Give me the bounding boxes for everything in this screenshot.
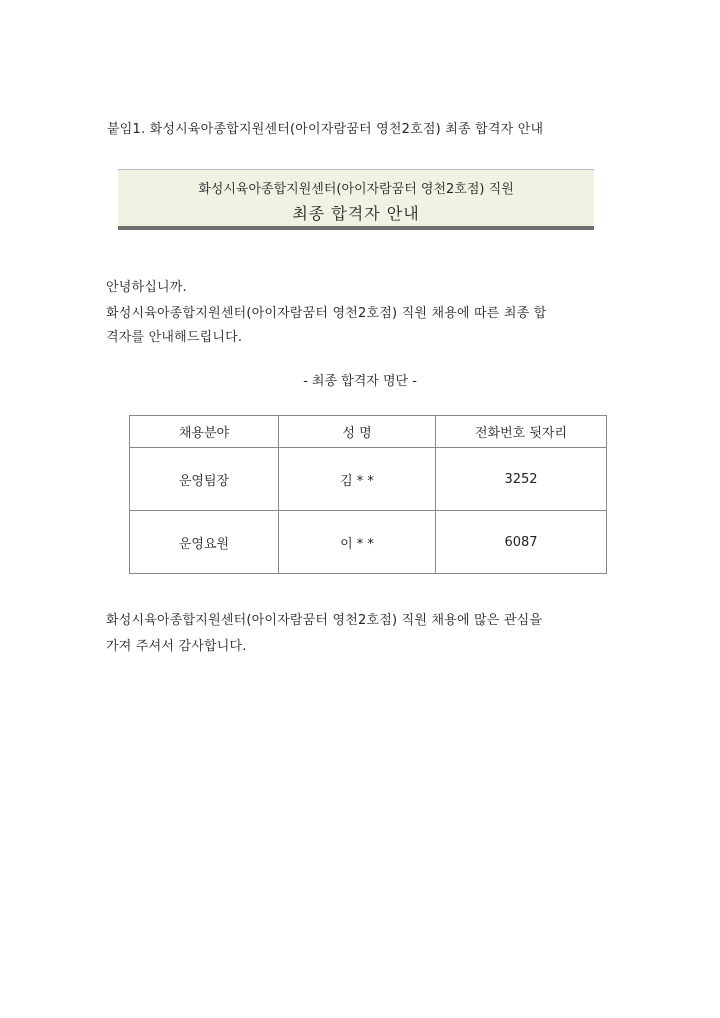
- intro-line-1: 화성시육아종합지원센터(아이자람꿈터 영천2호점) 직원 채용에 따른 최종 합: [106, 306, 547, 321]
- table-header-row: [130, 416, 607, 448]
- list-title: - 최종 합격자 명단 -: [303, 374, 417, 389]
- header-phone-suffix: 전화번호 뒷자리: [436, 416, 607, 448]
- table-row: [130, 448, 607, 511]
- row-phone-suffix: 3252: [436, 448, 607, 511]
- title-box-title: 최종 합격자 안내: [292, 204, 420, 223]
- title-box: [118, 169, 594, 230]
- intro-line-2: 격자를 안내해드립니다.: [106, 330, 243, 345]
- header-name: 성 명: [279, 416, 436, 448]
- title-box-subtitle: 화성시육아종합지원센터(아이자람꿈터 영천2호점) 직원: [198, 182, 514, 197]
- row-name: 김 * *: [279, 448, 436, 511]
- header-field: 채용분야: [130, 416, 279, 448]
- row-phone-suffix: 6087: [436, 511, 607, 574]
- result-table: [129, 415, 607, 574]
- table-row: [130, 511, 607, 574]
- closing-line-1: 화성시육아종합지원센터(아이자람꿈터 영천2호점) 직원 채용에 많은 관심을: [106, 613, 543, 628]
- closing-line-2: 가져 주셔서 감사합니다.: [106, 639, 247, 654]
- row-field: 운영요원: [130, 511, 279, 574]
- greeting-text: 안녕하십니까.: [106, 280, 187, 295]
- attachment-heading: 붙임1. 화성시육아종합지원센터(아이자람꿈터 영천2호점) 최종 합격자 안내: [107, 122, 544, 137]
- row-field: 운영팀장: [130, 448, 279, 511]
- row-name: 이 * *: [279, 511, 436, 574]
